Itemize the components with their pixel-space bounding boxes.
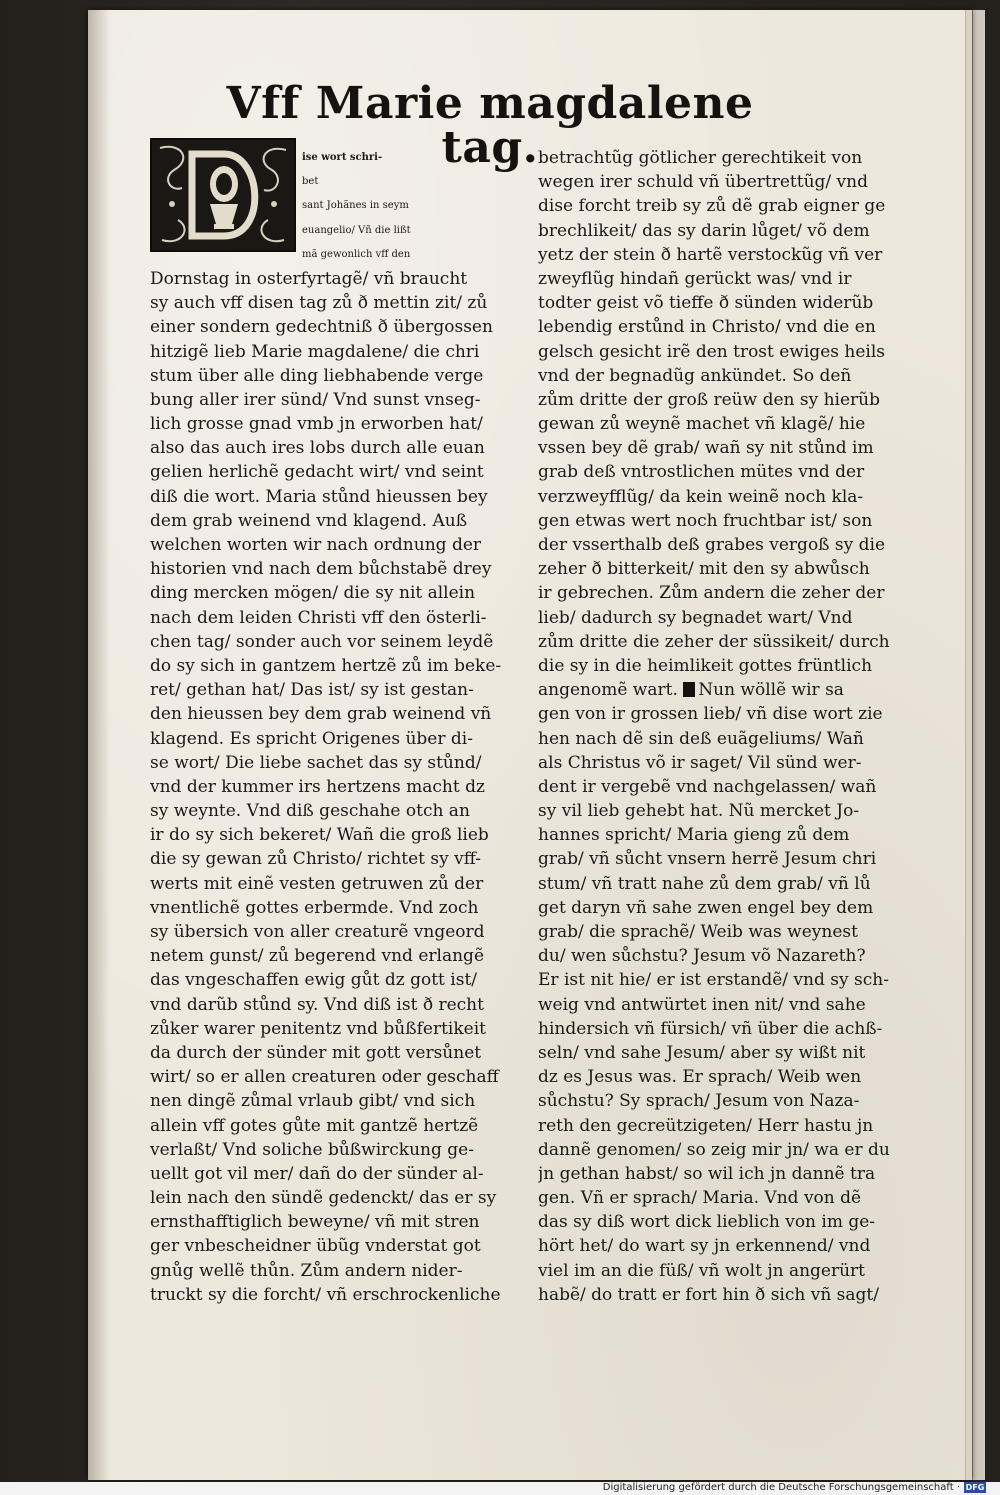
text-line: grab/ vñ sůcht vnsern herrẽ Jesum chri	[538, 849, 877, 870]
text-line: viel im an die füß/ vñ wolt jn angerürt	[538, 1260, 866, 1281]
text-line: betrachtũg götlicher gerechtikeit von	[538, 148, 863, 168]
text-line: vssen bey dẽ grab/ wañ sy nit stůnd im	[538, 438, 874, 459]
text-column-right	[538, 146, 910, 1307]
text-line: welchen worten wir nach ordnung der	[150, 535, 482, 555]
text-line: jn gethan habst/ so wil ich jn dannẽ tra	[538, 1163, 876, 1184]
text-line: hört het/ do wart sy jn erkennend/ vnd	[538, 1236, 871, 1257]
text-line: hen nach dẽ sin deß euãgeliums/ Wañ	[538, 728, 864, 749]
text-line: bung aller irer sünd/ Vnd sunst vnseg-	[150, 389, 481, 410]
text-line: Er ist nit hie/ er ist erstandẽ/ vnd sy sch-	[538, 970, 889, 991]
text-line: ret/ gethan hat/ Das ist/ sy ist gestan-	[150, 680, 474, 701]
text-line: ir gebrechen. Zům andern die zeher der	[538, 583, 885, 604]
text-line: zům dritte die zeher der süssikeit/ durch	[538, 631, 890, 652]
text-line: netem gunst/ zů begerend vnd erlangẽ	[150, 946, 484, 967]
text-line: als Christus võ ir saget/ Vil sünd wer-	[538, 752, 862, 773]
text-line: also das auch ires lobs durch alle euan	[150, 438, 485, 459]
text-line: dent ir vergebẽ vnd nachgelassen/ wañ	[538, 776, 877, 797]
text-line: gelien herlichẽ gedacht wirt/ vnd seint	[150, 462, 484, 483]
text-line: sy weynte. Vnd diß geschahe otch an	[150, 801, 470, 822]
text-line: nach dem leiden Christi vff den österli-	[150, 607, 487, 628]
page-edge-right	[965, 10, 972, 1480]
text-line: allein vff gotes gůte mit gantzẽ hertzẽ	[150, 1115, 479, 1136]
text-line: hindersich vñ fürsich/ vñ über die achß-	[538, 1018, 883, 1039]
text-line: einer sondern gedechtniß ð übergossen	[150, 317, 493, 338]
text-line: gelsch gesicht irẽ den trost ewiges heils	[538, 341, 885, 362]
text-line: klagend. Es spricht Origenes über di-	[150, 728, 473, 749]
dfg-logo: DFG	[965, 1483, 985, 1492]
text-line: diß die wort. Maria stůnd hieussen bey	[150, 486, 488, 507]
text-line: se wort/ Die liebe sachet das sy stůnd/	[150, 752, 482, 773]
text-line: gnůg wellẽ thůn. Zům andern nider-	[150, 1260, 463, 1281]
footer-credit: Digitalisierung gefördert durch die Deutsche Forschungsgemeinschaft ·	[602, 1482, 960, 1493]
text-line: die sy in die heimlikeit gottes früntlich	[538, 655, 873, 676]
text-line: lein nach den sündẽ gedenckt/ das er sy	[150, 1188, 497, 1209]
text-line: do sy sich in gantzem hertzẽ zů im beke-	[150, 655, 502, 676]
text-line	[538, 678, 910, 702]
text-line: chen tag/ sonder auch vor seinem leydẽ	[150, 631, 494, 652]
text-column-left	[150, 146, 520, 1307]
text-line: wirt/ so er allen creaturen oder geschaff	[150, 1067, 499, 1088]
text-line: gen. Vñ er sprach/ Maria. Vnd von dẽ	[538, 1188, 862, 1209]
text-line: lich grosse gnad vmb jn erworben hat/	[150, 414, 483, 435]
text-line: das sy diß wort dick lieblich von im ge-	[538, 1212, 876, 1233]
text-line: wegen irer schuld vñ übertrettũg/ vnd	[538, 172, 868, 193]
text-line: bet	[302, 176, 319, 188]
text-line: seln/ vnd sahe Jesum/ aber sy wißt nit	[538, 1042, 866, 1063]
text-line: dise forcht treib sy zů dẽ grab eigner ge	[538, 196, 886, 217]
text-line: sy auch vff disen tag zů ð mettin zit/ zů	[150, 293, 488, 314]
text-line: zeher ð bitterkeit/ mit den sy abwůsch	[538, 559, 870, 580]
text-line: sy vil lieb gehebt hat. Nũ mercket Jo-	[538, 801, 860, 822]
text-line: vnd der begnadũg ankündet. So deñ	[538, 365, 852, 386]
paragraph-mark-icon	[683, 682, 695, 697]
text-line: grab deß vntrostlichen mütes vnd der	[538, 462, 865, 483]
text-line: sant Johãnes in seym	[302, 200, 409, 212]
text-segment: angenomẽ wart.	[538, 680, 684, 701]
text-line: das vngeschaffen ewig gůt dz gott ist/	[150, 970, 478, 991]
text-line: brechlikeit/ das sy darin lůget/ võ dem	[538, 220, 870, 241]
text-line: gen von ir grossen lieb/ vñ dise wort zie	[538, 704, 883, 725]
text-line: verzweyfflũg/ da kein weinẽ noch kla-	[538, 486, 864, 507]
text-line: dannẽ genomen/ so zeig mir jn/ wa er du	[538, 1139, 890, 1160]
text-line: der vsserthalb deß grabes vergoß sy die	[538, 535, 886, 555]
text-line: weig vnd antwürtet inen nit/ vnd sahe	[538, 994, 866, 1015]
text-line: reth den gecreützigeten/ Herr hastu jn	[538, 1115, 874, 1136]
text-line: verlaßt/ Vnd soliche bůßwirckung ge-	[150, 1139, 474, 1160]
text-line: hannes spricht/ Maria gieng zů dem	[538, 825, 850, 846]
text-line: gewan zů weynẽ machet vñ klagẽ/ hie	[538, 414, 866, 435]
text-line: hitzigẽ lieb Marie magdalene/ die chri	[150, 341, 480, 362]
text-line: euangelio/ Vñ die lißt	[302, 224, 411, 236]
text-line: yetz der stein ð hartẽ verstockũg vñ ver	[538, 244, 883, 265]
text-line: dem grab weinend vnd klagend. Auß	[150, 510, 468, 531]
text-line: sůchstu? Sy sprach/ Jesum von Naza-	[538, 1091, 860, 1112]
text-line: todter geist võ tieffe ð sünden widerũb	[538, 293, 874, 314]
text-line: ir do sy sich bekeret/ Wañ die groß lieb	[150, 825, 489, 846]
text-line: habẽ/ do tratt er fort hin ð sich vñ sagt/	[538, 1284, 879, 1305]
text-line: stum/ vñ tratt nahe zů dem grab/ vñ lů	[538, 873, 871, 894]
text-line: ding mercken mögen/ die sy nit allein	[150, 583, 476, 604]
page-edge	[972, 10, 985, 1480]
text-line: mã gewonlich vff den	[302, 248, 411, 260]
text-line: nen dingẽ zůmal vrlaub gibt/ vnd sich	[150, 1091, 476, 1112]
text-line: truckt sy die forcht/ vñ erschrockenliche	[150, 1284, 501, 1305]
text-line: lieb/ dadurch sy begnadet wart/ Vnd	[538, 607, 853, 628]
text-line: ise wort schri-	[302, 152, 383, 163]
text-line: vnentlichẽ gottes erbermde. Vnd zoch	[150, 897, 479, 918]
text-line: den hieussen bey dem grab weinend vñ	[150, 704, 492, 725]
text-line: historien vnd nach dem bůchstabẽ drey	[150, 559, 492, 580]
text-line: gen etwas wert noch fruchtbar ist/ son	[538, 510, 873, 531]
text-line: grab/ die sprachẽ/ Weib was weynest	[538, 922, 858, 942]
text-line: Dornstag in osterfyrtagẽ/ vñ braucht	[150, 268, 468, 289]
text-line: dz es Jesus was. Er sprach/ Weib wen	[538, 1067, 862, 1088]
text-line: werts mit einẽ vesten getruwen zů der	[150, 873, 484, 894]
text-line: ernsthafftiglich beweyne/ vñ mit stren	[150, 1212, 480, 1233]
text-line: zweyflũg hindañ gerückt was/ vnd ir	[538, 268, 852, 289]
text-line: lebendig erstůnd in Christo/ vnd die en	[538, 317, 876, 338]
text-line: da durch der sünder mit gott versůnet	[150, 1042, 482, 1063]
text-line: ger vnbescheidner übũg vnderstat got	[150, 1236, 481, 1257]
text-line: die sy gewan zů Christo/ richtet sy vff-	[150, 849, 481, 870]
text-line: du/ wen sůchstu? Jesum võ Nazareth?	[538, 946, 866, 967]
text-line: stum über alle ding liebhabende verge	[150, 365, 484, 386]
text-line: vnd der kummer irs hertzens macht dz	[150, 776, 485, 797]
text-line: zům dritte der groß reüw den sy hierũb	[538, 389, 881, 410]
text-line: get daryn vñ sahe zwen engel bey dem	[538, 897, 874, 918]
text-line: vnd darũb stůnd sy. Vnd diß ist ð recht	[150, 994, 484, 1015]
text-line: uellt got vil mer/ dañ do der sünder al-	[150, 1163, 484, 1184]
text-line: zůker warer penitentz vnd bůßfertikeit	[150, 1018, 486, 1039]
text-segment: Nun wöllẽ wir sa	[698, 680, 844, 701]
page-title: Vff Marie magdalene tag.	[226, 78, 754, 173]
text-line: sy übersich von aller creaturẽ vngeord	[150, 922, 485, 942]
